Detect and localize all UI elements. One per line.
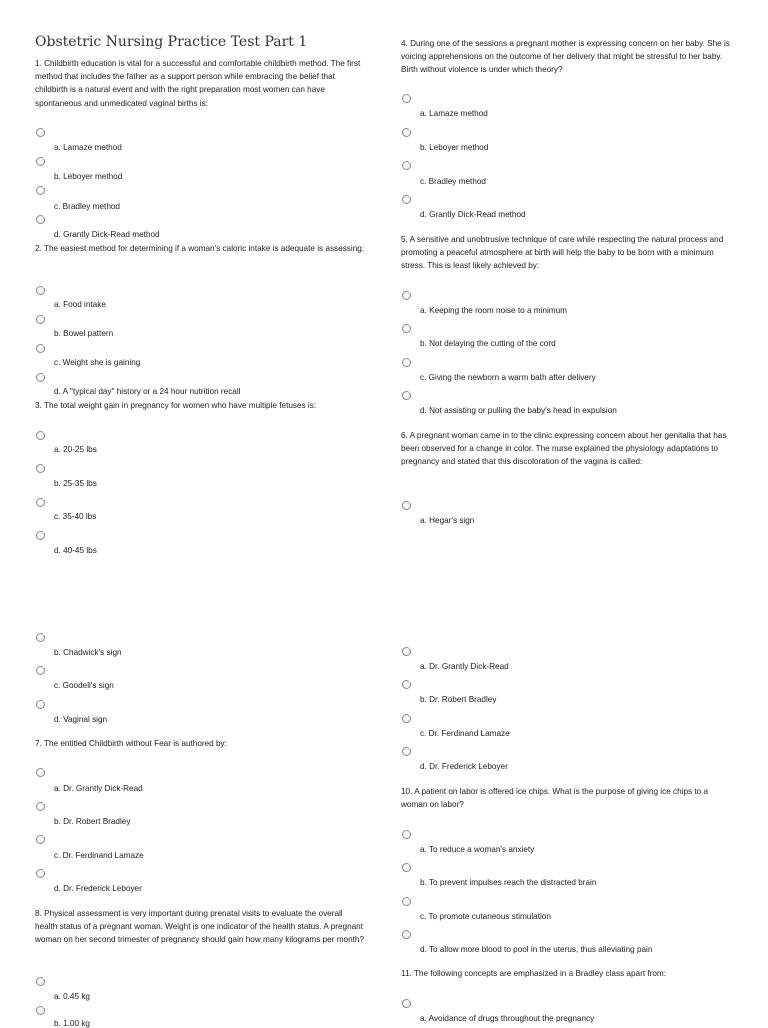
option-q6-a: a. Hegar's sign (420, 516, 475, 525)
question-7: 7. The entitled Childbirth without Fear is authored by: (35, 739, 227, 748)
radio-q6-b[interactable] (36, 633, 45, 642)
radio-q2-a[interactable] (36, 286, 45, 295)
radio-q2-c[interactable] (36, 344, 45, 353)
radio-q5-a[interactable] (402, 291, 411, 300)
option-q8-b: b. 1.00 kg (54, 1019, 90, 1028)
radio-q8-a[interactable] (36, 977, 45, 986)
radio-q6-d[interactable] (36, 700, 45, 709)
option-q6-b: b. Chadwick's sign (54, 648, 122, 657)
option-q9-a: a. Dr. Grantly Dick-Read (420, 662, 509, 671)
option-q4-c: c. Bradley method (420, 177, 486, 186)
radio-q10-d[interactable] (402, 930, 411, 939)
radio-q7-c[interactable] (36, 835, 45, 844)
option-q10-d: d. To allow more blood to pool in the uterus, thus alleviating pain (420, 945, 653, 954)
option-q10-b: b. To prevent impulses reach the distracted brain (420, 878, 597, 887)
radio-q3-c[interactable] (36, 498, 45, 507)
option-q7-b: b. Dr. Robert Bradley (54, 817, 131, 826)
radio-q4-c[interactable] (402, 161, 411, 170)
option-q5-c: c. Giving the newborn a warm bath after delivery (420, 373, 596, 382)
radio-q1-c[interactable] (36, 186, 45, 195)
option-q7-d: d. Dr. Frederick Leboyer (54, 884, 142, 893)
option-q11-a: a. Avoidance of drugs throughout the pregnancy (420, 1014, 595, 1023)
option-q4-d: d. Grantly Dick-Read method (420, 210, 526, 219)
option-q2-b: b. Bowel pattern (54, 329, 114, 338)
option-q10-a: a. To reduce a woman's anxiety (420, 845, 535, 854)
page-title: Obstetric Nursing Practice Test Part 1 (35, 34, 308, 50)
radio-q9-a[interactable] (402, 647, 411, 656)
option-q1-b: b. Leboyer method (54, 172, 123, 181)
radio-q3-d[interactable] (36, 531, 45, 540)
option-q9-b: b. Dr. Robert Bradley (420, 695, 497, 704)
option-q3-b: b. 25-35 lbs (54, 479, 97, 488)
question-1: 1. Childbirth education is vital for a successful and comfortable childbirth method. The first method that includes the father as a support person while embracing the belief that childbirth is a natural event and with the right preparation most women can have spontaneous and unmedicated vaginal births is: (35, 59, 361, 108)
option-q2-c: c. Weight she is gaining (54, 358, 141, 367)
page-title-wrap (35, 34, 365, 58)
radio-q7-d[interactable] (36, 869, 45, 878)
radio-q7-a[interactable] (36, 768, 45, 777)
radio-q1-a[interactable] (36, 128, 45, 137)
option-q1-c: c. Bradley method (54, 202, 120, 211)
option-q9-d: d. Dr. Frederick Leboyer (420, 762, 508, 771)
radio-q6-c[interactable] (36, 666, 45, 675)
question-10: 10. A patient on labor is offered ice chips. What is the purpose of giving ice chips to a woman on labor? (401, 787, 709, 810)
radio-q2-d[interactable] (36, 373, 45, 382)
option-q7-c: c. Dr. Ferdinand Lamaze (54, 851, 144, 860)
question-2: 2. The easiest method for determining if a woman's caloric intake is adequate is assessing: (35, 244, 365, 253)
radio-q4-b[interactable] (402, 128, 411, 137)
option-q3-a: a. 20-25 lbs (54, 445, 97, 454)
radio-q1-d[interactable] (36, 215, 45, 224)
radio-q1-b[interactable] (36, 157, 45, 166)
question-4: 4. During one of the sessions a pregnant mother is expressing concern on her baby. She is voicing apprehensions on the outcome of her delivery that might be stressful to her baby. Birth without violence is under which theory? (401, 39, 730, 75)
radio-q9-b[interactable] (402, 680, 411, 689)
radio-q3-a[interactable] (36, 431, 45, 440)
option-q6-c: c. Goodell's sign (54, 681, 114, 690)
radio-q9-c[interactable] (402, 714, 411, 723)
option-q1-a: a. Lamaze method (54, 143, 122, 152)
question-6: 6. A pregnant woman came in to the clinic expressing concern about her genitalia that has been observed for a change in color. The nurse explained the physiology adaptations to pregnancy and stated that this discoloration of the vagina is called: (401, 431, 727, 467)
option-q10-c: c. To promote cutaneous stimulation (420, 912, 551, 921)
option-q4-b: b. Leboyer method (420, 143, 489, 152)
option-q6-d: d. Vaginal sign (54, 715, 108, 724)
option-q9-c: c. Dr. Ferdinand Lamaze (420, 729, 510, 738)
radio-q8-b[interactable] (36, 1006, 45, 1015)
radio-q5-b[interactable] (402, 324, 411, 333)
option-q5-a: a. Keeping the room noise to a minimum (420, 306, 567, 315)
option-q5-d: d. Not assisting or pulling the baby's head in expulsion (420, 406, 617, 415)
option-q2-d: d. A "typical day" history or a 24 hour nutrition recall (54, 387, 241, 396)
radio-q11-a[interactable] (402, 999, 411, 1008)
option-q4-a: a. Lamaze method (420, 109, 488, 118)
radio-q5-c[interactable] (402, 358, 411, 367)
option-q5-b: b. Not delaying the cutting of the cord (420, 339, 556, 348)
question-8: 8. Physical assessment is very important during prenatal visits to evaluate the overall health status of a pregnant woman. Weight is one indicator of the health status. A pregnant woman on her second trimester of pregnancy should gain how many kilograms per month? (35, 909, 365, 945)
option-q3-d: d. 40-45 lbs (54, 546, 97, 555)
radio-q5-d[interactable] (402, 391, 411, 400)
question-11: 11. The following concepts are emphasized in a Bradley class apart from: (401, 969, 667, 978)
option-q7-a: a. Dr. Grantly Dick-Read (54, 784, 143, 793)
question-3: 3. The total weight gain in pregnancy for women who have multiple fetuses is: (35, 401, 317, 410)
radio-q6-a[interactable] (402, 501, 411, 510)
question-5: 5. A sensitive and unobtrusive technique of care while respecting the natural process and promoting a peaceful atmosphere at birth will help the baby to be born with a minimum stress. This is least likely achieved by: (401, 235, 724, 271)
radio-q3-b[interactable] (36, 464, 45, 473)
option-q2-a: a. Food intake (54, 300, 106, 309)
radio-q9-d[interactable] (402, 747, 411, 756)
radio-q4-a[interactable] (402, 94, 411, 103)
radio-q10-c[interactable] (402, 897, 411, 906)
radio-q2-b[interactable] (36, 315, 45, 324)
option-q3-c: c. 35-40 lbs (54, 512, 97, 521)
option-q8-a: a. 0.45 kg (54, 992, 90, 1001)
radio-q4-d[interactable] (402, 195, 411, 204)
radio-q10-a[interactable] (402, 830, 411, 839)
option-q1-d: d. Grantly Dick-Read method (54, 230, 160, 239)
radio-q10-b[interactable] (402, 863, 411, 872)
radio-q7-b[interactable] (36, 802, 45, 811)
